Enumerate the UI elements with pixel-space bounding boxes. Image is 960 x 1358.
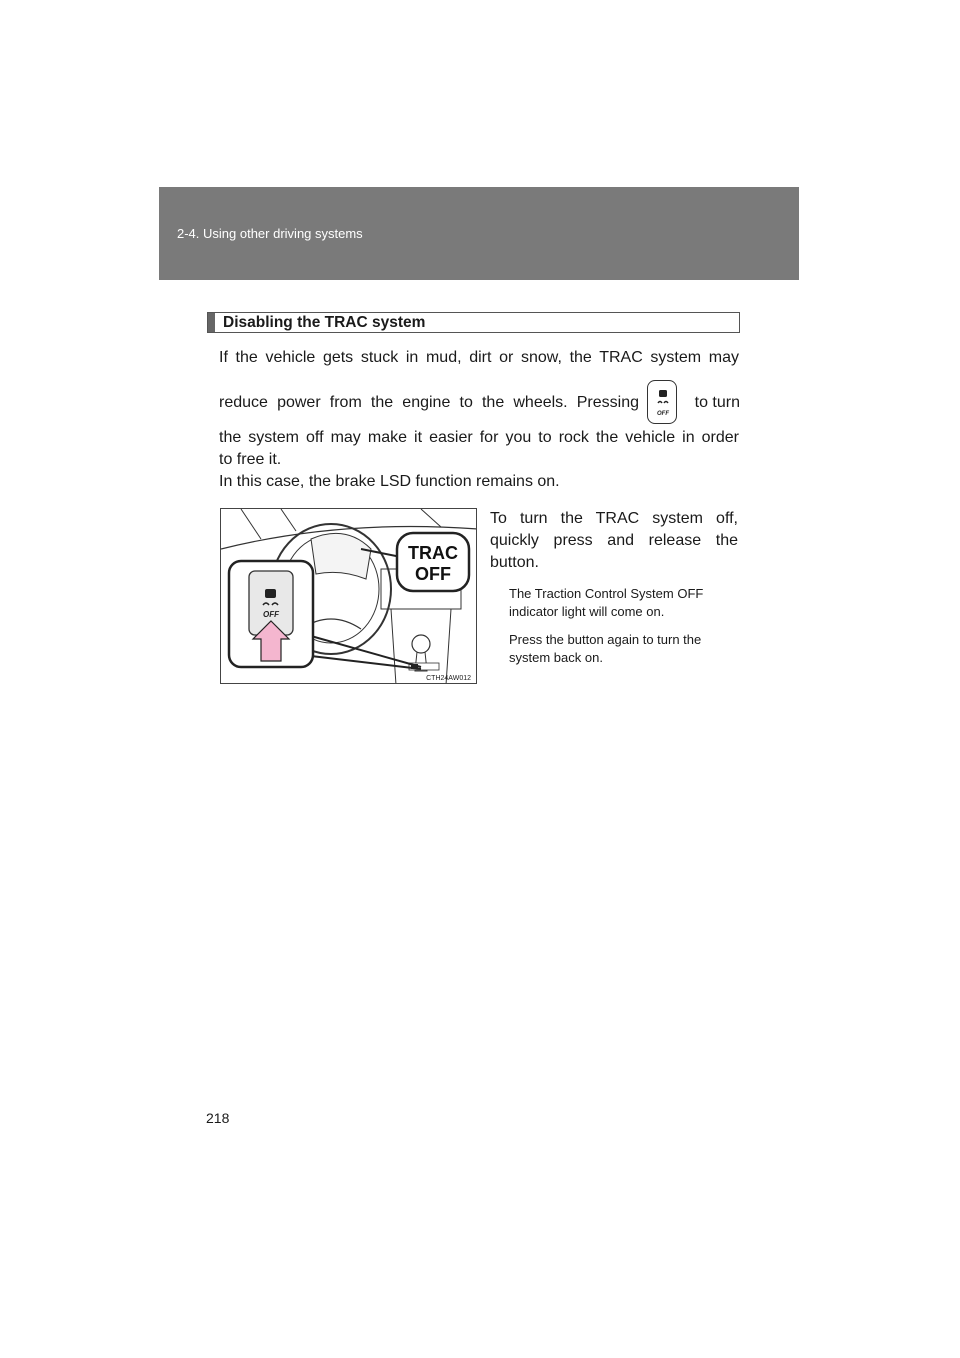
body-line-2a: reduce power from the engine to the wheels. Pressing [219, 394, 639, 411]
illustration-code: CTH24AW012 [426, 675, 471, 682]
indicator-label-line-2: OFF [415, 564, 451, 584]
indicator-label-line-1: TRAC [408, 543, 458, 563]
body-line-2b: to turn [694, 394, 740, 411]
inline-button-label: OFF [657, 411, 669, 417]
body-line-4: to free it. [219, 451, 282, 468]
instruction-line-2: quickly press and release the [490, 532, 738, 549]
heading-marker [208, 313, 215, 332]
note-1-line-1: The Traction Control System OFF [509, 586, 704, 601]
body-line-5: In this case, the brake LSD function remains on. [219, 473, 560, 490]
section-heading [207, 312, 740, 333]
heading-title: Disabling the TRAC system [223, 314, 426, 331]
instruction-line-3: button. [490, 554, 539, 571]
gear-shifter [412, 635, 430, 653]
callout-button-label: OFF [263, 610, 279, 619]
body-line-3: the system off may make it easier for you to rock the vehicle in order [219, 429, 739, 446]
note-2-line-1: Press the button again to turn the [509, 632, 702, 647]
trac-off-button-icon [647, 380, 677, 424]
header-band [159, 187, 799, 280]
note-2-line-2: system back on. [509, 650, 603, 665]
page-number: 218 [206, 1110, 230, 1126]
dashboard-illustration [220, 508, 477, 684]
section-reference: 2-4. Using other driving systems [177, 226, 363, 241]
note-1-line-2: indicator light will come on. [509, 604, 665, 619]
instruction-line-1: To turn the TRAC system off, [490, 510, 738, 527]
body-line-1: If the vehicle gets stuck in mud, dirt or snow, the TRAC system may [219, 349, 739, 366]
